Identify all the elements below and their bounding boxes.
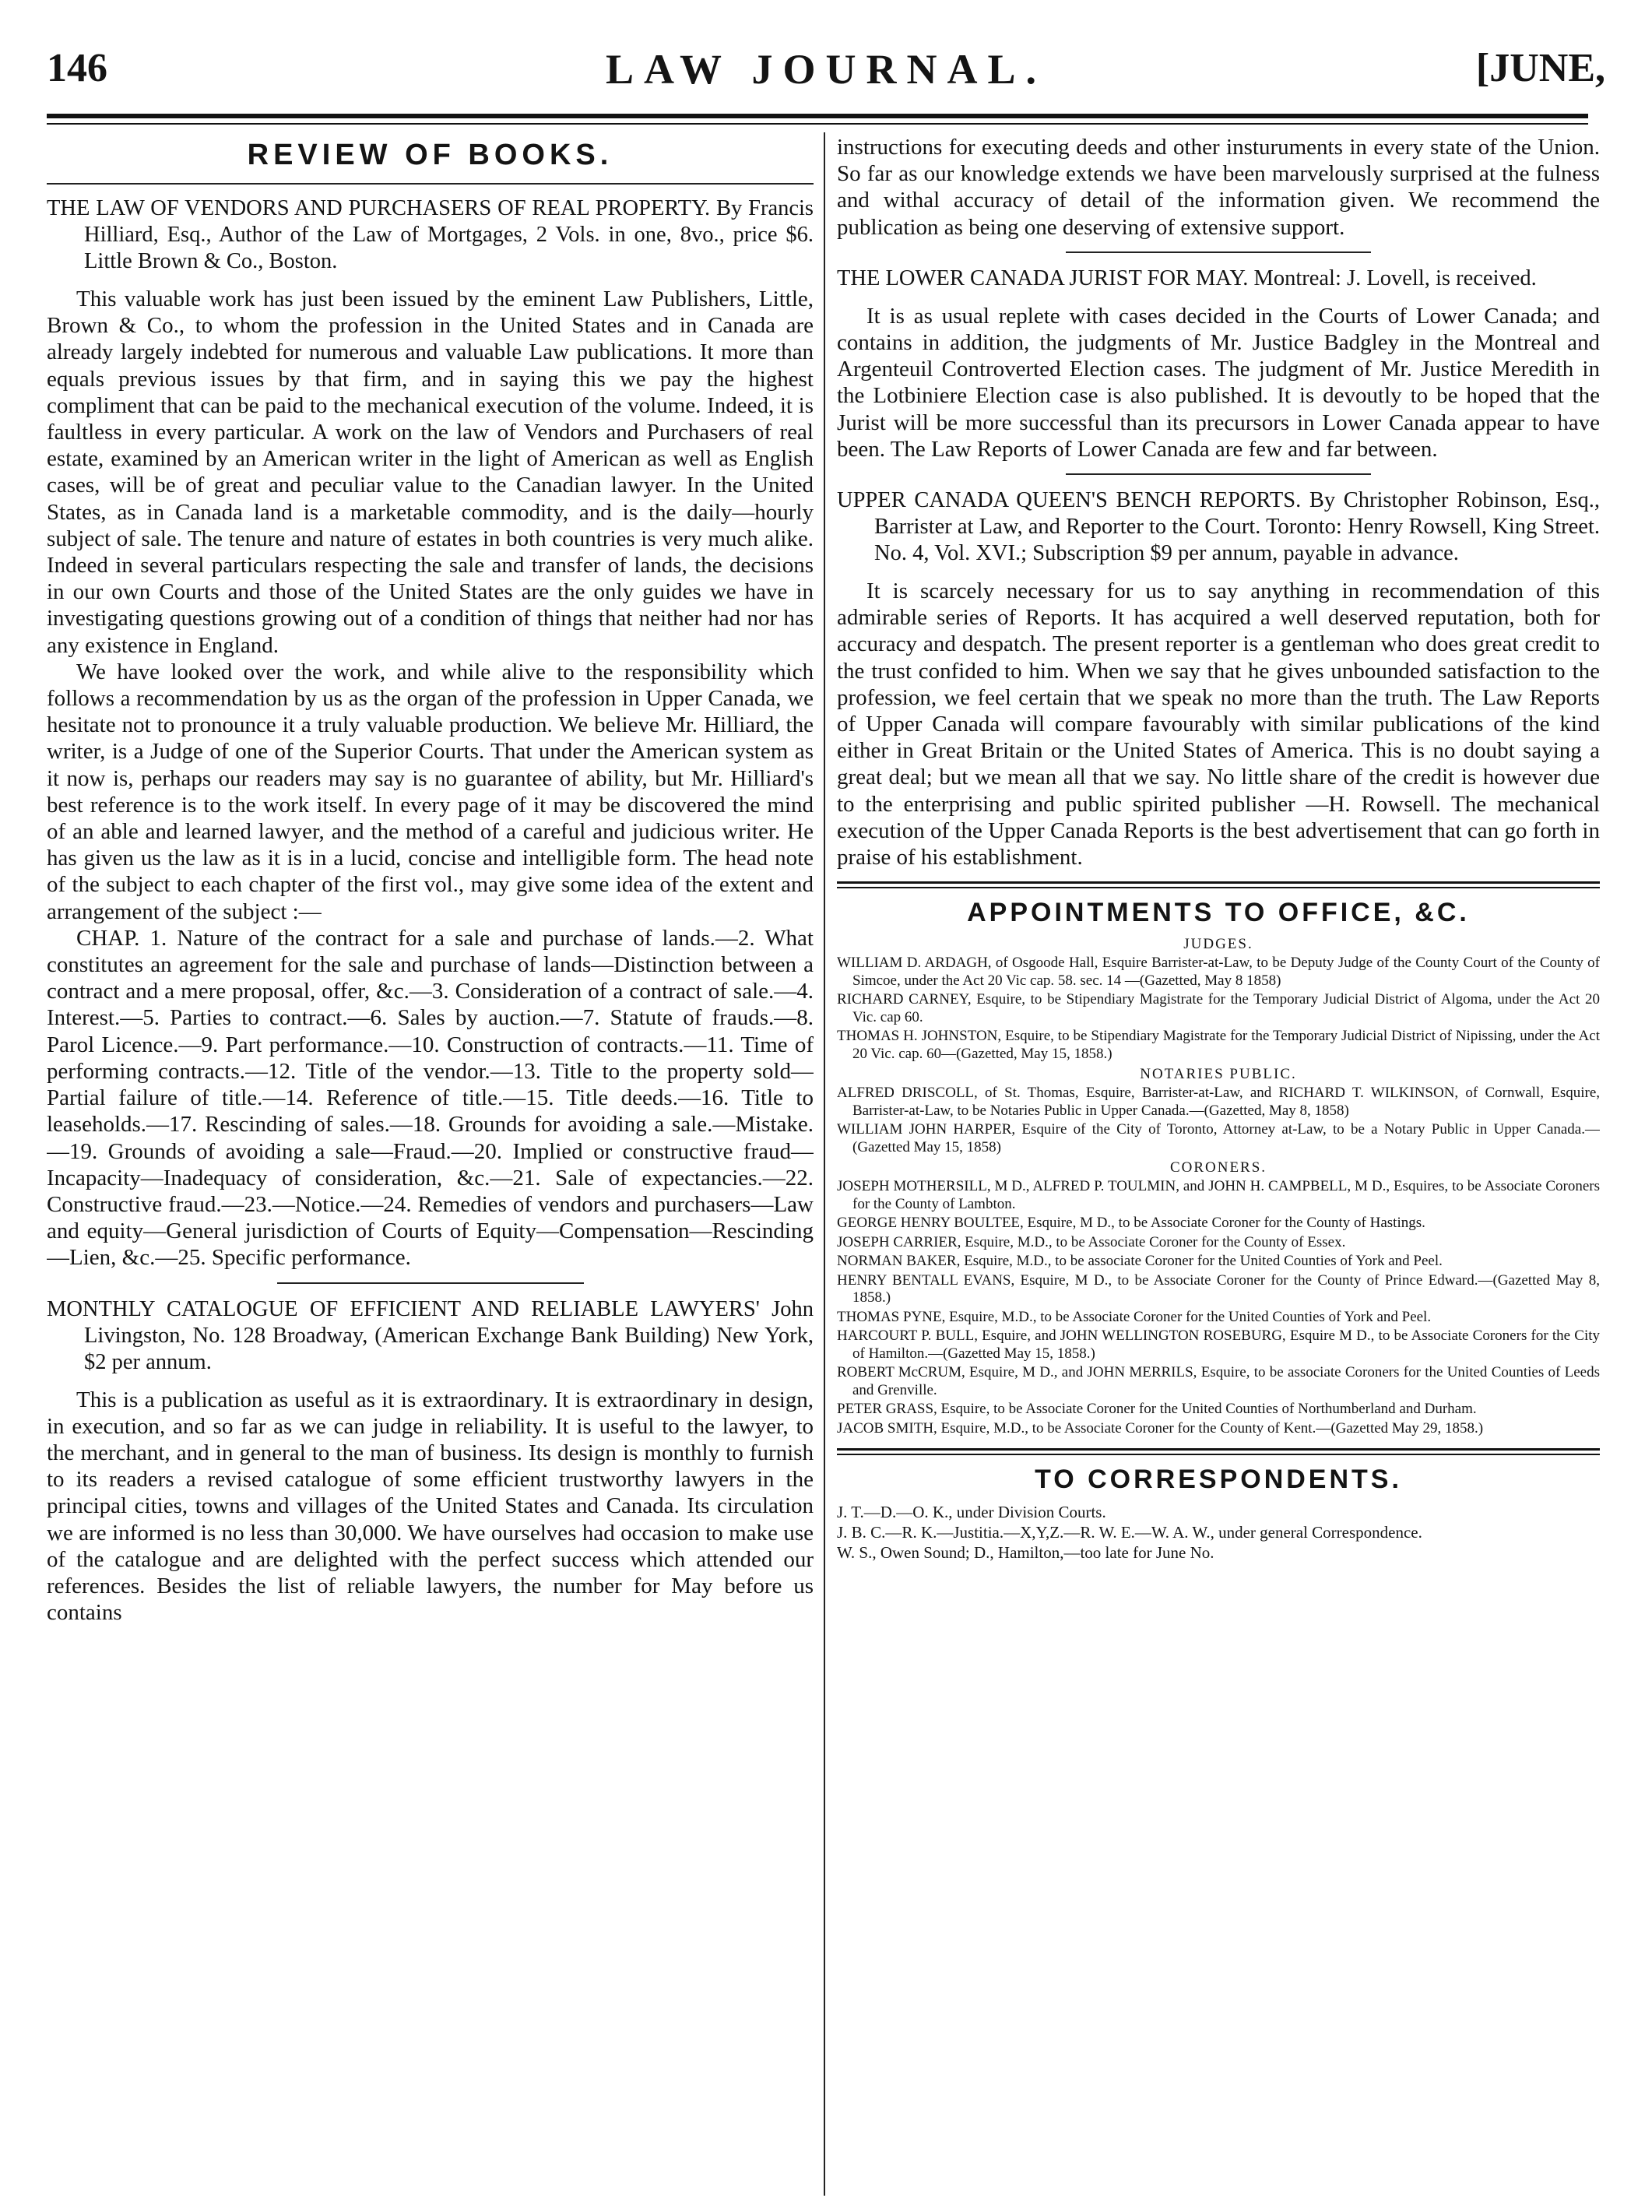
- appointment-entry: THOMAS PYNE, Esquire, M.D., to be Associate Coroner for the United Counties of York and Peel.: [837, 1308, 1432, 1325]
- book-heading-reports: UPPER CANADA QUEEN'S BENCH REPORTS. By Christopher Robinson, Esq., Barrister at Law, and Reporter to the Court. Toronto: Henry Rowsell, King Street. No. 4, Vol. XVI.; Subscription $9 per annum, payable in advance.: [837, 488, 1600, 566]
- separator-rule: [1066, 473, 1371, 475]
- correspondents-title: TO CORRESPONDENTS.: [1035, 1465, 1402, 1495]
- review-paragraph: This is a publication as useful as it is extraordinary. It is extraordinary in design, in execution, and so far as we can judge in reliability. It is useful to the lawyer, to the merchant, and in general to the man of business. Its design is monthly to furnish to its readers a revised catalogue of some efficient trustworthy lawyers in the principal cities, towns and villages of the United States and Canada. Its circulation we are informed is no less than 30,000. We have ourselves had occasion to make use of the catalogue and are delighted with the perfect success which attended our references. Besides the list of reliable lawyers, the number for May before us contains: [47, 1387, 814, 1626]
- book-heading-catalogue: MONTHLY CATALOGUE OF EFFICIENT AND RELIABLE LAWYERS' John Livingston, No. 128 Broadway, (American Exchange Bank Building) New York, $2 per annum.: [47, 1296, 814, 1374]
- column-divider: [824, 132, 825, 2196]
- book-heading-jurist: THE LOWER CANADA JURIST FOR MAY. Montreal: J. Lovell, is received.: [837, 266, 1537, 290]
- continued-paragraph: instructions for executing deeds and other insturuments in every state of the Union. So far as our knowledge extends we have been marvelously surprised at the fulness and withal accuracy of detail of the information given. We recommend the publication as being one deserving of extensive support.: [837, 135, 1600, 240]
- appointment-entry: WILLIAM JOHN HARPER, Esquire of the City of Toronto, Attorney at-Law, to be a Notary Public in Upper Canada.—(Gazetted May 15, 1858): [837, 1121, 1600, 1155]
- review-paragraph: It is scarcely necessary for us to say anything in recommendation of this admirable series of Reports. It has acquired a well deserved reputation, both for accuracy and despatch. The present reporter is a gentleman who does great credit to the trust confided to him. When we say that he gives unbounded satisfaction to the profession, we feel certain that we speak no more than the truth. The Law Reports of Upper Canada will compare favourably with similar publications of the kind either in Great Britain or the United States of America. This is no doubt saying a great deal; but we mean all that we say. No little share of the credit is however due to the enterprising and public spirited publisher —H. Rowsell. The mechanical execution of the Upper Canada Reports is the best advertisement that can go forth in praise of his establishment.: [837, 578, 1600, 870]
- appointment-entry: RICHARD CARNEY, Esquire, to be Stipendiary Magistrate for the Temporary Judicial District of Algoma, under the Act 20 Vic. cap 60.: [837, 991, 1600, 1025]
- appointment-entry: GEORGE HENRY BOULTEE, Esquire, M D., to be Associate Coroner for the County of Hastings.: [837, 1215, 1425, 1232]
- appointment-entry: THOMAS H. JOHNSTON, Esquire, to be Stipendiary Magistrate for the Temporary Judicial District of Nipissing, under the Act 20 Vic. cap. 60—(Gazetted, May 15, 1858.): [837, 1028, 1600, 1062]
- appointment-entry: JACOB SMITH, Esquire, M.D., to be Associate Coroner for the County of Kent.—(Gazetted May 29, 1858.): [837, 1419, 1484, 1437]
- issue-month: [JUNE,: [1475, 46, 1605, 90]
- correspondent-note: W. S., Owen Sound; D., Hamilton,—too late for June No.: [837, 1543, 1214, 1563]
- section-rule: [47, 183, 814, 185]
- review-of-books-title: REVIEW OF BOOKS.: [247, 139, 613, 171]
- review-paragraph: This valuable work has just been issued by the eminent Law Publishers, Little, Brown & Co., to whom the profession in the United States and in Canada are already largely indebted for numerous and valuable Law publications. It more than equals previous issues by that firm, and in saying this we pay the highest compliment that can be paid to the mechanical execution of the volume. Indeed, it is faultless in every particular. A work on the law of Vendors and Purchasers of real estate, examined by an American writer in the light of American as well as English cases, will be of great and peculiar value to the Canadian lawyer. In the United States, as in Canada land is a marketable commodity, and is the daily—hourly subject of sale. The tenure and nature of estates in both countries is very much alike. Indeed in several particulars respecting the sale and transfer of lands, the decisions in our own Courts and those of the United States are the only guides we have in investigating questions growing out of a condition of things that neither had nor has any existence in England.: [47, 287, 814, 658]
- right-column: [837, 134, 1600, 2212]
- header-rule-thick: [47, 114, 1588, 118]
- review-paragraph: It is as usual replete with cases decided in the Courts of Lower Canada; and contains in addition, the judgments of Mr. Justice Badgley in the Montreal and Argenteuil Controverted Election cases. The judgment of Mr. Justice Meredith in the Lotbiniere Election case is also published. It is devoutly to be hoped that the Jurist will be more successful than its precursors in Lower Canada appear to have been. The Law Reports of Lower Canada are few and far between.: [837, 303, 1600, 462]
- coroners-subheading: CORONERS.: [1169, 1159, 1267, 1176]
- correspondent-note: J. T.—D.—O. K., under Division Courts.: [837, 1503, 1106, 1522]
- running-header: [47, 45, 1605, 107]
- separator-rule: [1066, 251, 1371, 253]
- chapter-list: CHAP. 1. Nature of the contract for a sale and purchase of lands.—2. What constitutes an agreement for the sale and purchase of lands—Distinction between a contract and a mere proposal, offer, &c.—3. Consideration of a contract of sale.—4. Interest.—5. Parties to contract.—6. Sales by auction.—7. Statute of frauds.—8. Parol Licence.—9. Part performance.—10. Construction of contracts.—11. Time of performing contracts.—12. Title of the vendor.—13. Title to the property sold—Partial failure of title.—14. Reference of title.—15. Title deeds.—16. Title to leaseholds.—17. Rescinding of sales.—18. Grounds for avoiding a sale.—Mistake.—19. Grounds of avoiding a sale—Fraud.—20. Implied or constructive fraud—Incapacity—Inadequacy of consideration, &c.—21. Sale of expectancies.—22. Constructive fraud.—23.—Notice.—24. Remedies of vendors and purchasers—Law and equity—General jurisdiction of Courts of Equity—Compensation—Rescinding—Lien, &c.—25. Specific performance.: [47, 925, 814, 1271]
- appointment-entry: HARCOURT P. BULL, Esquire, and JOHN WELLINGTON ROSEBURG, Esquire M D., to be Associate Coroners for the City of Hamilton.—(Gazetted May 15, 1858.): [837, 1328, 1600, 1362]
- appointment-entry: ALFRED DRISCOLL, of St. Thomas, Esquire, Barrister-at-Law, and RICHARD T. WILKINSON, of Cornwall, Esquire, Barrister-at-Law, to be Notaries Public in Upper Canada.—(Gazetted, May 8, 1858): [837, 1085, 1600, 1119]
- left-column: [47, 134, 814, 2212]
- appointment-entry: ROBERT McCRUM, Esquire, M D., and JOHN MERRILS, Esquire, to be associate Coroners for the United Counties of Leeds and Grenville.: [837, 1364, 1600, 1398]
- book-heading-vendors: THE LAW OF VENDORS AND PURCHASERS OF REAL PROPERTY. By Francis Hilliard, Esq., Author of the Law of Mortgages, 2 Vols. in one, 8vo., price $6. Little Brown & Co., Boston.: [47, 196, 814, 273]
- journal-title: LAW JOURNAL.: [605, 46, 1047, 93]
- judges-subheading: JUDGES.: [1183, 936, 1253, 953]
- appointment-entry: NORMAN BAKER, Esquire, M.D., to be associate Coroner for the United Counties of York and Peel.: [837, 1253, 1443, 1270]
- review-paragraph: We have looked over the work, and while alive to the responsibility which follows a recommendation by us as the organ of the profession in Upper Canada, we hesitate not to pronounce it a truly valuable production. We believe Mr. Hilliard, the writer, is a Judge of one of the Superior Courts. That under the American system as it now is, perhaps our readers may say is no guarantee of ability, but Mr. Hilliard's best reference is to the work itself. In every page of it may be discovered the mind of an able and learned lawyer, and the method of a careful and judicious writer. He has given us the law as it is in a lucid, concise and intelligible form. The head note of the subject to each chapter of the first vol., may give some idea of the extent and arrangement of the subject :—: [47, 659, 814, 924]
- header-rule-thin: [47, 123, 1588, 125]
- notaries-subheading: NOTARIES PUBLIC.: [1140, 1066, 1297, 1083]
- appointments-title: APPOINTMENTS TO OFFICE, &C.: [967, 898, 1470, 928]
- double-rule: [837, 1448, 1600, 1455]
- double-rule: [837, 881, 1600, 888]
- separator-rule: [277, 1282, 584, 1284]
- appointment-entry: PETER GRASS, Esquire, to be Associate Coroner for the United Counties of Northumberland and Durham.: [837, 1401, 1477, 1418]
- appointment-entry: JOSEPH MOTHERSILL, M D., ALFRED P. TOULMIN, and JOHN H. CAMPBELL, M D., Esquires, to be Associate Coroners for the County of Lambton.: [837, 1178, 1600, 1212]
- appointment-entry: WILLIAM D. ARDAGH, of Osgoode Hall, Esquire Barrister-at-Law, to be Deputy Judge of the County Court of the County of Simcoe, under the Act 20 Vic cap. 58. sec. 14 —(Gazetted, May 8 1858): [837, 955, 1600, 989]
- correspondent-note: J. B. C.—R. K.—Justitia.—X,Y,Z.—R. W. E.—W. A. W., under general Correspondence.: [837, 1523, 1422, 1542]
- page-number: 146: [47, 46, 107, 90]
- appointment-entry: HENRY BENTALL EVANS, Esquire, M D., to be Associate Coroner for the County of Prince Edward.—(Gazetted May 8, 1858.): [837, 1271, 1600, 1306]
- appointment-entry: JOSEPH CARRIER, Esquire, M.D., to be Associate Coroner for the County of Essex.: [837, 1233, 1346, 1250]
